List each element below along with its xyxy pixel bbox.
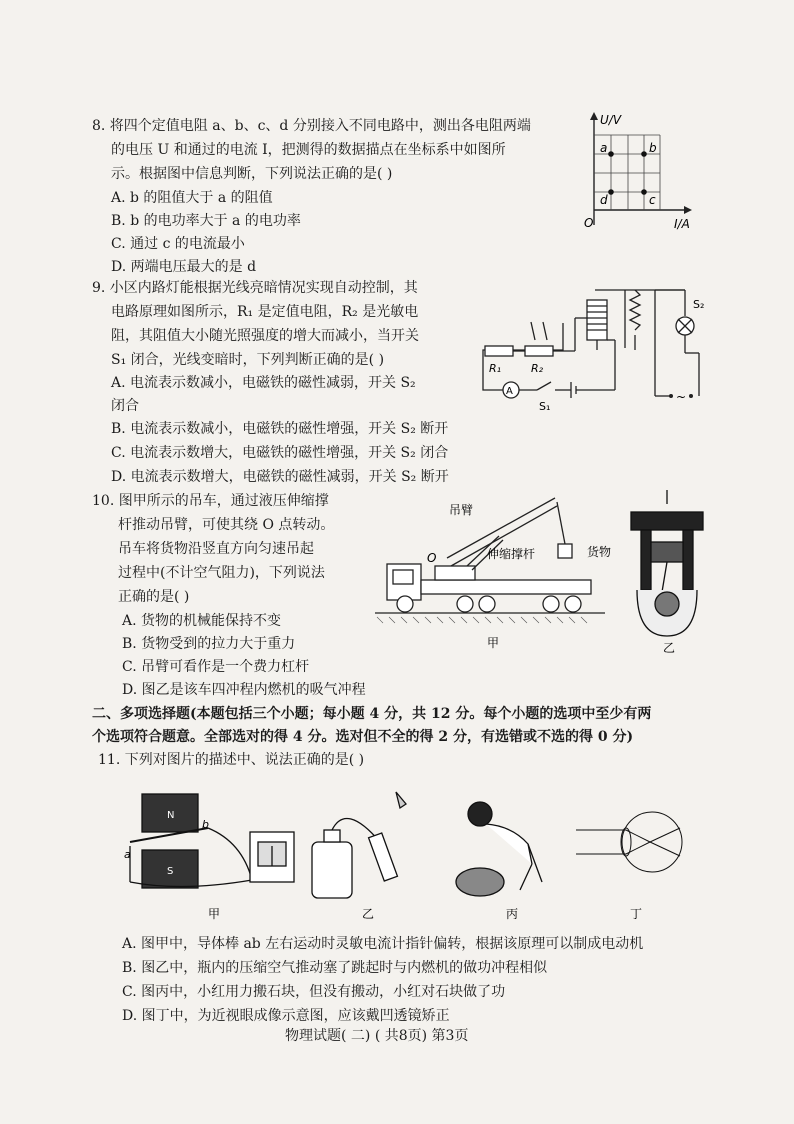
crane-figure: [375, 492, 615, 652]
label-ammeter: A: [506, 386, 513, 397]
q8-option-b: B. b 的电功率大于 a 的电功率: [111, 213, 301, 229]
graph-ylabel: U/V: [600, 113, 622, 127]
label-c: c: [649, 193, 656, 207]
q10-option-a: A. 货物的机械能保持不变: [122, 613, 282, 629]
q9-option-c: C. 电流表示数增大，电磁铁的磁性增强，开关 S₂ 闭合: [111, 445, 449, 461]
q11-figure-a-induction: [122, 782, 322, 922]
label-r2: R₂: [531, 362, 544, 375]
point-d: [608, 189, 614, 195]
label-a: a: [600, 141, 608, 155]
caption-yi: 乙: [362, 907, 375, 921]
q9-stem-line4: S₁ 闭合，光线变暗时，下列判断正确的是( ): [111, 352, 385, 368]
caption-ding: 丁: [630, 907, 643, 921]
q10-stem-line1: 10. 图甲所示的吊车，通过液压伸缩撑: [92, 493, 329, 509]
section2-line2: 个选项符合题意。全部选对的得 4 分。选对但不全的得 2 分，有选错或不选的得 0 分): [92, 729, 634, 745]
q10-stem-line2: 杆推动吊臂，可使其绕 O 点转动。: [118, 517, 335, 533]
q9-option-a-line1: A. 电流表示数减小，电磁铁的磁性减弱，开关 S₂: [111, 375, 416, 391]
q8-stem-line3: 示。根据图中信息判断，下列说法正确的是( ): [111, 166, 393, 182]
crane-caption: 甲: [487, 636, 500, 650]
graph-origin: O: [584, 216, 594, 230]
graph-xlabel: I/A: [674, 217, 690, 231]
q8-option-c: C. 通过 c 的电流最小: [111, 236, 245, 252]
q8-stem-line2: 的电压 U 和通过的电流 I，把测得的数据描点在坐标系中如图所: [111, 142, 506, 158]
q11-option-b: B. 图乙中，瓶内的压缩空气推动塞了跳起时与内燃机的做功冲程相似: [122, 960, 548, 976]
q9-option-b: B. 电流表示数减小，电磁铁的磁性增强，开关 S₂ 断开: [111, 421, 449, 437]
caption-jia: 甲: [208, 907, 221, 921]
q9-option-d: D. 电流表示数增大，电磁铁的磁性减弱，开关 S₂ 断开: [111, 469, 449, 485]
q8-option-a: A. b 的阻值大于 a 的阻值: [111, 190, 273, 206]
label-a-end: a: [124, 848, 131, 861]
q8-stem-line1: 8. 将四个定值电阻 a、b、c、d 分别接入不同电路中，测出各电阻两端: [92, 118, 531, 134]
page-footer: 物理试题( 二) ( 共8页) 第3页: [285, 1028, 469, 1044]
q9-circuit-diagram: [475, 278, 715, 418]
q10-stem-line4: 过程中(不计空气阻力)，下列说法: [118, 565, 325, 581]
q9-option-a-line2: 闭合: [111, 398, 139, 414]
caption-bing: 丙: [506, 907, 519, 921]
q11-figure-d-eye: [570, 800, 690, 922]
engine-caption: 乙: [663, 641, 676, 655]
q9-stem-line2: 电路原理如图所示，R₁ 是定值电阻，R₂ 是光敏电: [111, 304, 419, 320]
label-b: b: [649, 141, 657, 155]
q10-option-d: D. 图乙是该车四冲程内燃机的吸气冲程: [122, 682, 366, 698]
label-cargo: 货物: [587, 545, 612, 559]
q10-option-c: C. 吊臂可看作是一个费力杠杆: [122, 659, 310, 675]
q11-figure-c-girl: [450, 786, 560, 922]
label-r1: R₁: [489, 362, 502, 375]
point-b: [641, 151, 647, 157]
q8-option-d: D. 两端电压最大的是 d: [111, 259, 257, 275]
q11-option-c: C. 图丙中，小红用力搬石块，但没有搬动，小红对石块做了功: [122, 984, 506, 1000]
q9-stem-line1: 9. 小区内路灯能根据光线亮暗情况实现自动控制，其: [92, 280, 418, 296]
section2-line1: 二、多项选择题(本题包括三个小题；每小题 4 分，共 12 分。每个小题的选项中至少有两: [92, 706, 652, 722]
label-s1: S₁: [539, 400, 551, 413]
label-arm: 吊臂: [449, 503, 474, 517]
q11-option-d: D. 图丁中，为近视眼成像示意图，应该戴凹透镜矫正: [122, 1008, 450, 1024]
label-s2: S₂: [693, 298, 705, 311]
label-b-end: b: [202, 818, 209, 831]
engine-figure: [625, 486, 710, 656]
point-a: [608, 151, 614, 157]
label-rod: 伸缩撑杆: [487, 547, 536, 561]
label-n: N: [167, 810, 175, 821]
q8-ui-graph: [578, 110, 698, 235]
q11-option-a: A. 图甲中，导体棒 ab 左右运动时灵敏电流计指针偏转，根据该原理可以制成电动机: [122, 936, 644, 952]
q9-stem-line3: 阻，其阻值大小随光照强度的增大而减小，当开关: [111, 328, 419, 344]
label-d: d: [600, 193, 608, 207]
q10-stem-line5: 正确的是( ): [118, 589, 190, 605]
point-c: [641, 189, 647, 195]
label-s: S: [167, 866, 174, 877]
label-ac: ~: [676, 390, 687, 404]
q11-figure-b-bottle: [300, 782, 420, 922]
label-pivot: O: [427, 551, 437, 565]
q10-option-b: B. 货物受到的拉力大于重力: [122, 636, 296, 652]
q10-stem-line3: 吊车将货物沿竖直方向匀速吊起: [118, 541, 314, 557]
q11-stem: 11. 下列对图片的描述中、说法正确的是( ): [98, 752, 365, 768]
